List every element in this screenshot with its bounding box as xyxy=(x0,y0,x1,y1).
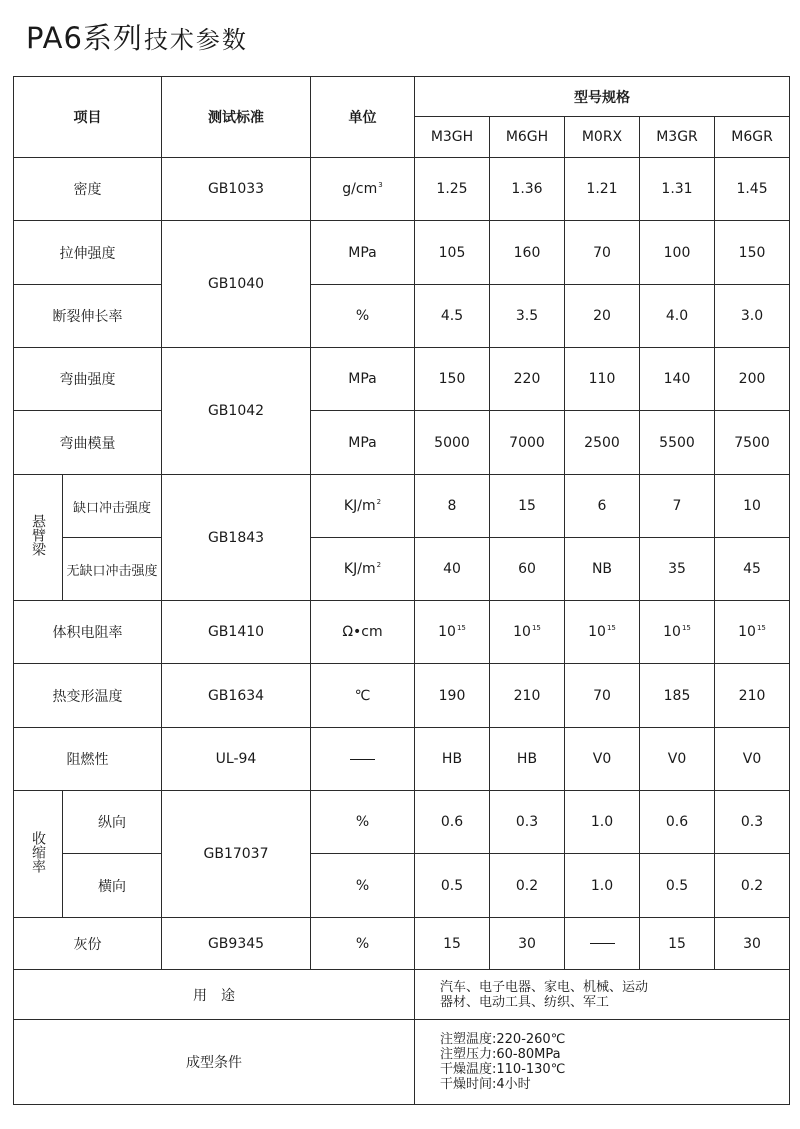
value-cell: 45 xyxy=(715,538,790,601)
test-standard: GB1040 xyxy=(162,221,311,348)
value-cell: HB xyxy=(490,728,565,791)
izod-group-text: 悬臂梁 xyxy=(30,514,46,556)
value-cell: 20 xyxy=(565,285,640,348)
value-cell: 30 xyxy=(490,918,565,970)
spec-table xyxy=(13,76,790,1105)
value-cell: 70 xyxy=(565,664,640,728)
value-cell: 140 xyxy=(640,348,715,411)
test-standard: GB1410 xyxy=(162,601,311,664)
row-ash xyxy=(14,918,790,970)
property-name: 弯曲强度 xyxy=(14,348,162,411)
model-name: M6GR xyxy=(715,117,790,158)
value-cell: 0.2 xyxy=(490,854,565,918)
unit: % xyxy=(311,285,415,348)
value-cell: 110 xyxy=(565,348,640,411)
value-cell: 15 xyxy=(640,918,715,970)
molding-line: 注塑温度:220-260℃ xyxy=(440,1032,566,1047)
usage-line: 器材、电动工具、纺织、军工 xyxy=(440,994,610,1010)
value-cell: 15 xyxy=(490,475,565,538)
unit: % xyxy=(311,791,415,854)
value-cell: 3.5 xyxy=(490,285,565,348)
value-cell: 40 xyxy=(415,538,490,601)
model-name: M3GR xyxy=(640,117,715,158)
value-cell: 0.3 xyxy=(490,791,565,854)
value-cell: 60 xyxy=(490,538,565,601)
unit: MPa xyxy=(311,221,415,285)
value-exponent: 15 xyxy=(756,624,766,632)
property-name: 缺口冲击强度 xyxy=(63,475,162,538)
value-cell: 6 xyxy=(565,475,640,538)
value-cell: 185 xyxy=(640,664,715,728)
value-cell: 0.6 xyxy=(415,791,490,854)
unit-base: KJ/m xyxy=(343,561,376,577)
molding-label: 成型条件 xyxy=(14,1020,415,1105)
value-cell xyxy=(490,601,565,664)
unit: MPa xyxy=(311,411,415,475)
test-standard: GB1634 xyxy=(162,664,311,728)
value-cell: 210 xyxy=(490,664,565,728)
value-cell: 1.0 xyxy=(565,854,640,918)
unit-exponent: 2 xyxy=(376,498,382,506)
value-cell: 7500 xyxy=(715,411,790,475)
value-cell xyxy=(565,601,640,664)
value-cell: 1.36 xyxy=(490,158,565,221)
row-elongation xyxy=(14,285,790,348)
value-cell: 5500 xyxy=(640,411,715,475)
usage-line: 汽车、电子电器、家电、机械、运动 xyxy=(440,979,649,995)
value-cell xyxy=(415,601,490,664)
value-cell: 1.21 xyxy=(565,158,640,221)
value-cell: 7000 xyxy=(490,411,565,475)
value-cell: 10 xyxy=(715,475,790,538)
unit: % xyxy=(311,854,415,918)
row-tensile xyxy=(14,221,790,285)
test-standard: GB9345 xyxy=(162,918,311,970)
test-standard: GB1843 xyxy=(162,475,311,601)
model-name: M6GH xyxy=(490,117,565,158)
property-name: 阻燃性 xyxy=(14,728,162,791)
property-name: 弯曲模量 xyxy=(14,411,162,475)
row-unnotched-impact xyxy=(14,538,790,601)
row-usage xyxy=(14,970,790,1020)
value-base: 10 xyxy=(738,624,756,640)
test-standard: GB17037 xyxy=(162,791,311,918)
value-cell: 2500 xyxy=(565,411,640,475)
row-hdt xyxy=(14,664,790,728)
value-cell: 0.5 xyxy=(640,854,715,918)
value-cell: 100 xyxy=(640,221,715,285)
title-prefix: PA6系列 xyxy=(26,21,143,55)
value-cell: NB xyxy=(565,538,640,601)
row-resistivity xyxy=(14,601,790,664)
value-base: 10 xyxy=(588,624,606,640)
shrinkage-group-label xyxy=(14,791,63,918)
value-cell: 8 xyxy=(415,475,490,538)
property-name: 横向 xyxy=(63,854,162,918)
unit-exponent: 3 xyxy=(378,181,383,189)
page-title xyxy=(26,16,248,60)
header-item: 项目 xyxy=(14,77,162,158)
unit: ℃ xyxy=(311,664,415,728)
value-cell: 0.6 xyxy=(640,791,715,854)
header-standard: 测试标准 xyxy=(162,77,311,158)
value-cell: 0.3 xyxy=(715,791,790,854)
molding-line: 干燥时间:4小时 xyxy=(440,1077,531,1092)
value-exponent: 15 xyxy=(606,624,616,632)
property-name: 纵向 xyxy=(63,791,162,854)
value-cell: 15 xyxy=(415,918,490,970)
value-base: 10 xyxy=(438,624,456,640)
model-name: M3GH xyxy=(415,117,490,158)
row-molding xyxy=(14,1020,790,1105)
value-exponent: 15 xyxy=(456,624,466,632)
unit xyxy=(311,538,415,601)
value-cell: 5000 xyxy=(415,411,490,475)
header-models-group: 型号规格 xyxy=(415,77,790,117)
property-name: 热变形温度 xyxy=(14,664,162,728)
value-cell xyxy=(565,918,640,970)
row-shrink-longitudinal xyxy=(14,791,790,854)
value-cell: 1.0 xyxy=(565,791,640,854)
value-cell: HB xyxy=(415,728,490,791)
usage-label: 用 途 xyxy=(14,970,415,1020)
value-cell: V0 xyxy=(640,728,715,791)
test-standard: GB1033 xyxy=(162,158,311,221)
row-shrink-transverse xyxy=(14,854,790,918)
title-suffix: 技术参数 xyxy=(143,26,248,54)
dash-mark xyxy=(350,759,375,760)
value-cell: 0.2 xyxy=(715,854,790,918)
unit-base: KJ/m xyxy=(343,498,376,514)
molding-line: 干燥温度:110-130℃ xyxy=(440,1062,566,1077)
value-exponent: 15 xyxy=(531,624,541,632)
value-base: 10 xyxy=(513,624,531,640)
value-cell: 4.0 xyxy=(640,285,715,348)
value-cell: V0 xyxy=(715,728,790,791)
unit-base: g/cm xyxy=(342,181,378,197)
property-name: 拉伸强度 xyxy=(14,221,162,285)
value-cell: 200 xyxy=(715,348,790,411)
value-cell: 1.31 xyxy=(640,158,715,221)
value-cell: 210 xyxy=(715,664,790,728)
value-exponent: 15 xyxy=(681,624,691,632)
unit: Ω•cm xyxy=(311,601,415,664)
property-name: 断裂伸长率 xyxy=(14,285,162,348)
row-flex-modulus xyxy=(14,411,790,475)
molding-text xyxy=(415,1020,790,1105)
property-name: 密度 xyxy=(14,158,162,221)
unit-exponent: 2 xyxy=(376,561,382,569)
unit xyxy=(311,158,415,221)
value-cell: 4.5 xyxy=(415,285,490,348)
value-base: 10 xyxy=(663,624,681,640)
unit xyxy=(311,475,415,538)
value-cell: 160 xyxy=(490,221,565,285)
value-cell: 30 xyxy=(715,918,790,970)
value-cell: 1.45 xyxy=(715,158,790,221)
value-cell: 105 xyxy=(415,221,490,285)
model-name: M0RX xyxy=(565,117,640,158)
unit: % xyxy=(311,918,415,970)
test-standard: UL-94 xyxy=(162,728,311,791)
value-cell: 70 xyxy=(565,221,640,285)
value-cell xyxy=(715,601,790,664)
unit xyxy=(311,728,415,791)
value-cell: 0.5 xyxy=(415,854,490,918)
izod-group-label xyxy=(14,475,63,601)
value-cell: 3.0 xyxy=(715,285,790,348)
value-cell: 150 xyxy=(415,348,490,411)
value-cell: 1.25 xyxy=(415,158,490,221)
row-flex-strength xyxy=(14,348,790,411)
row-notched-impact xyxy=(14,475,790,538)
row-flame xyxy=(14,728,790,791)
row-density xyxy=(14,158,790,221)
value-cell: 150 xyxy=(715,221,790,285)
usage-text xyxy=(415,970,790,1020)
value-cell: 190 xyxy=(415,664,490,728)
property-name: 灰份 xyxy=(14,918,162,970)
value-cell: V0 xyxy=(565,728,640,791)
dash-mark xyxy=(590,943,615,944)
header-unit: 单位 xyxy=(311,77,415,158)
unit: MPa xyxy=(311,348,415,411)
value-cell xyxy=(640,601,715,664)
property-name: 无缺口冲击强度 xyxy=(63,538,162,601)
header-row xyxy=(14,77,790,117)
value-cell: 7 xyxy=(640,475,715,538)
molding-line: 注塑压力:60-80MPa xyxy=(440,1047,561,1062)
value-cell: 220 xyxy=(490,348,565,411)
property-name: 体积电阻率 xyxy=(14,601,162,664)
test-standard: GB1042 xyxy=(162,348,311,475)
value-cell: 35 xyxy=(640,538,715,601)
shrinkage-group-text: 收缩率 xyxy=(30,830,46,873)
